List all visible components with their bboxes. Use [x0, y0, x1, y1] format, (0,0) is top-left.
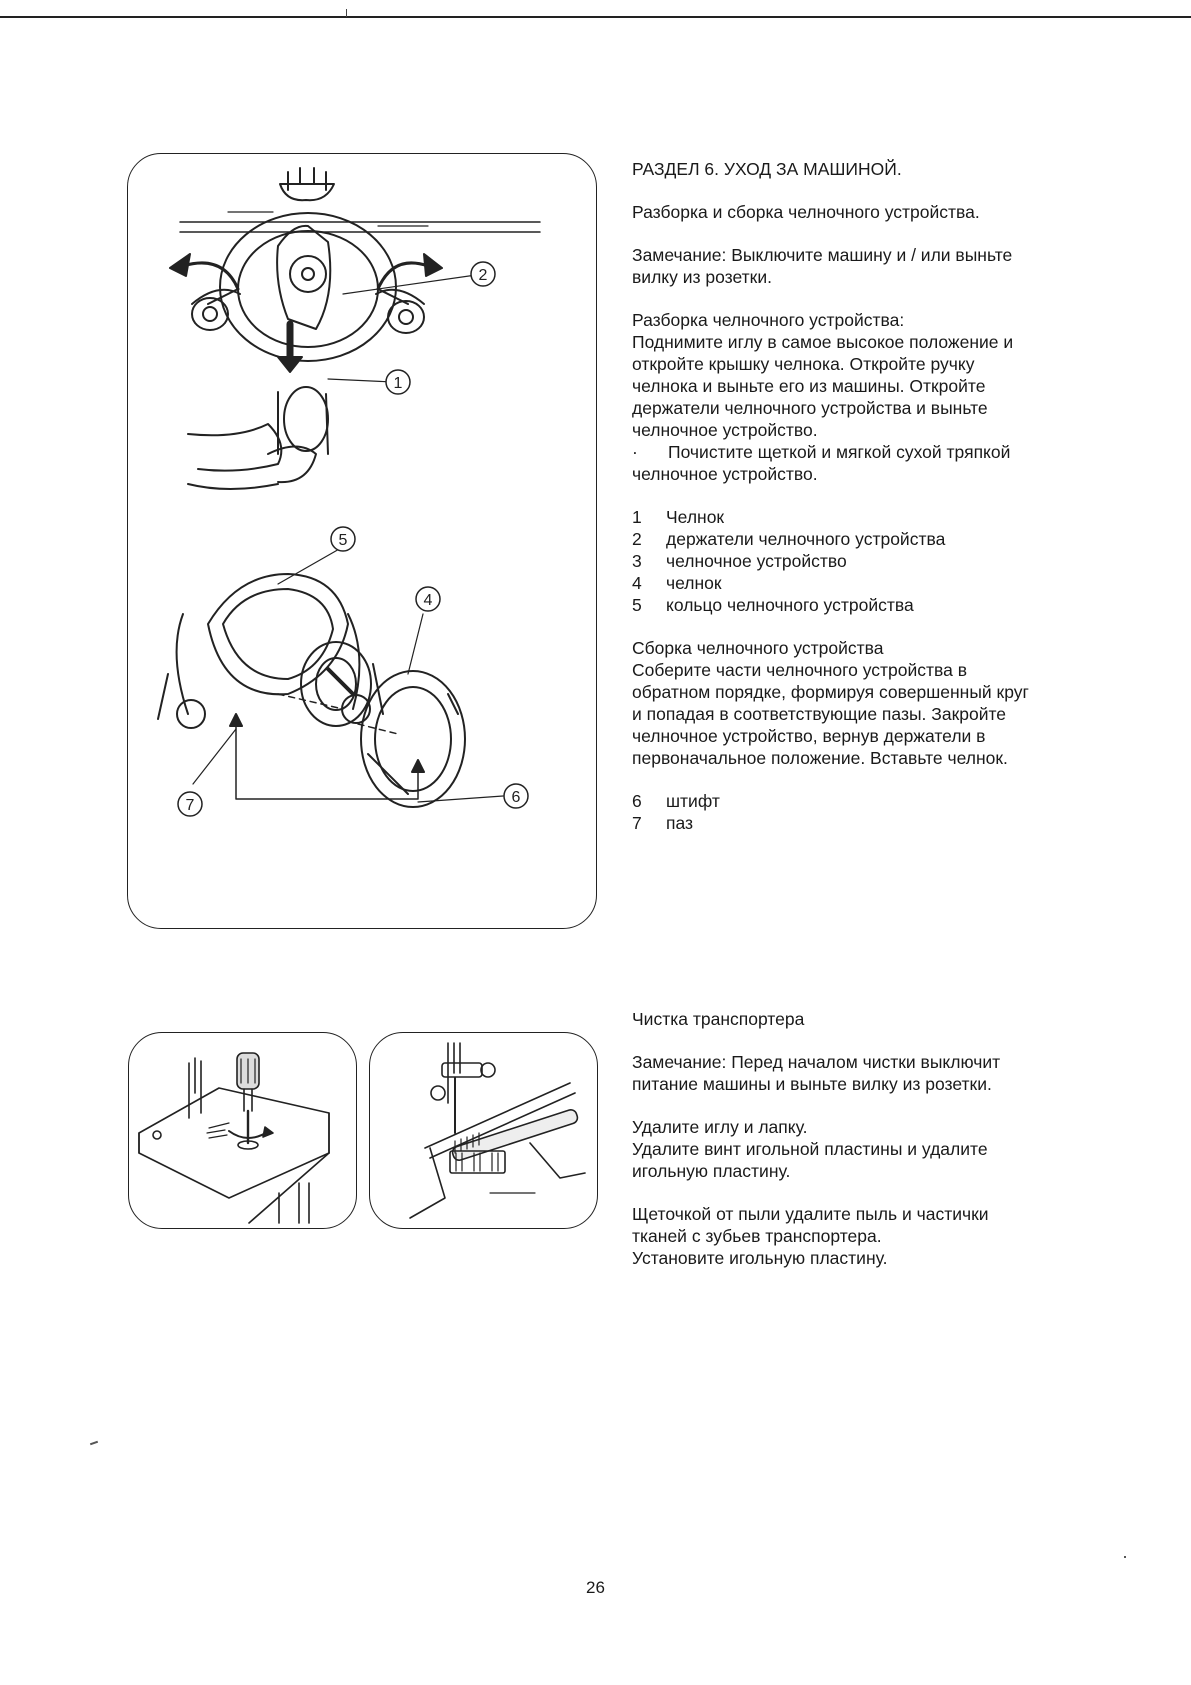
feed-dog-note-line: Замечание: Перед началом чистки выключит — [632, 1052, 1001, 1072]
clean-line: Щеточкой от пыли удалите пыль и частички — [632, 1204, 989, 1224]
page-number: 26 — [586, 1578, 605, 1597]
disassembly-line: челнока и выньте его из машины. Откройте — [632, 376, 986, 396]
disassembly-line: держатели челночного устройства и выньте — [632, 398, 988, 418]
scan-speck — [1124, 1556, 1126, 1558]
presser-foot-icon — [280, 168, 334, 200]
top-tick-mark — [346, 9, 347, 17]
feed-dog-text-block — [632, 1008, 1000, 1269]
remove-line: Удалите винт игольной пластины и удалите — [632, 1139, 988, 1159]
part-label: челночное устройство — [666, 551, 847, 571]
list-item — [632, 550, 1029, 572]
scan-speck — [90, 1441, 98, 1446]
part-label: Челнок — [666, 507, 725, 527]
shuttle-note-line: Замечание: Выключите машину и / или выньте — [632, 245, 1013, 265]
part-label: держатели челночного устройства — [666, 529, 946, 549]
shuttle-heading: Разборка и сборка челночного устройства. — [632, 202, 980, 222]
feed-dog-note-line: питание машины и выньте вилку из розетки. — [632, 1074, 992, 1094]
callout-number: 1 — [393, 375, 403, 392]
part-number: 2 — [632, 529, 642, 549]
callout-number: 2 — [478, 267, 488, 284]
shuttle-note-line: вилку из розетки. — [632, 267, 772, 287]
callout-number: 6 — [511, 789, 521, 806]
shuttle-text-block — [632, 158, 1029, 834]
needle-plate-screw-figure — [128, 1032, 357, 1229]
part-number: 5 — [632, 595, 642, 615]
remove-line: Удалите иглу и лапку. — [632, 1117, 808, 1137]
feed-dog-brush-figure — [369, 1032, 598, 1229]
bullet-text: челночное устройство. — [632, 464, 818, 484]
assembly-line: Сборка челночного устройства — [632, 638, 884, 658]
part-label: кольцо челночного устройства — [666, 595, 914, 615]
bullet-icon: · — [632, 442, 638, 462]
assembly-line: и попадая в соответствующие пазы. Закройте — [632, 704, 1007, 724]
disassembly-line: Поднимите иглу в самое высокое положение и — [632, 332, 1014, 352]
disassembly-line: Разборка челночного устройства: — [632, 310, 905, 330]
exploded-shuttle-parts-drawing — [158, 574, 465, 807]
assembly-line: челночное устройство, вернув держатели в — [632, 726, 986, 746]
part-number: 6 — [632, 791, 642, 811]
list-item — [632, 790, 1029, 812]
disassembly-line: челночное устройство. — [632, 420, 818, 440]
part-number: 4 — [632, 573, 642, 593]
parts-list-2 — [632, 790, 1029, 834]
remove-line: игольную пластину. — [632, 1161, 791, 1181]
top-rule — [0, 16, 1191, 18]
feed-dog-heading: Чистка транспортера — [632, 1009, 805, 1029]
part-number: 1 — [632, 507, 642, 527]
list-item — [632, 594, 1029, 616]
list-item — [632, 528, 1029, 550]
hand-removing-bobbin-drawing — [188, 387, 328, 489]
list-item — [632, 506, 1029, 528]
bullet-text: Почистите щеткой и мягкой сухой тряпкой — [668, 442, 1011, 462]
assembly-line: первоначальное положение. Вставьте челнок. — [632, 748, 1008, 768]
assembly-line: Соберите части челночного устройства в — [632, 660, 968, 680]
part-number: 3 — [632, 551, 642, 571]
disassembly-line: откройте крышку челнока. Откройте ручку — [632, 354, 975, 374]
callout-number: 4 — [423, 592, 433, 609]
shuttle-assembly-figure — [127, 153, 597, 929]
clean-line: тканей с зубьев транспортера. — [632, 1226, 882, 1246]
clean-line: Установите игольную пластину. — [632, 1248, 888, 1268]
part-label: штифт — [666, 791, 720, 811]
section-title: РАЗДЕЛ 6. УХОД ЗА МАШИНОЙ. — [632, 159, 902, 179]
callout-number: 5 — [338, 532, 348, 549]
list-item — [632, 812, 1029, 834]
assembly-line: обратном порядке, формируя совершенный круг — [632, 682, 1029, 702]
part-number: 7 — [632, 813, 642, 833]
part-label: паз — [666, 813, 694, 833]
parts-list — [632, 506, 1029, 616]
cleaning-bullet — [632, 441, 1029, 463]
list-item — [632, 572, 1029, 594]
part-label: челнок — [666, 573, 722, 593]
callout-number: 7 — [185, 797, 195, 814]
